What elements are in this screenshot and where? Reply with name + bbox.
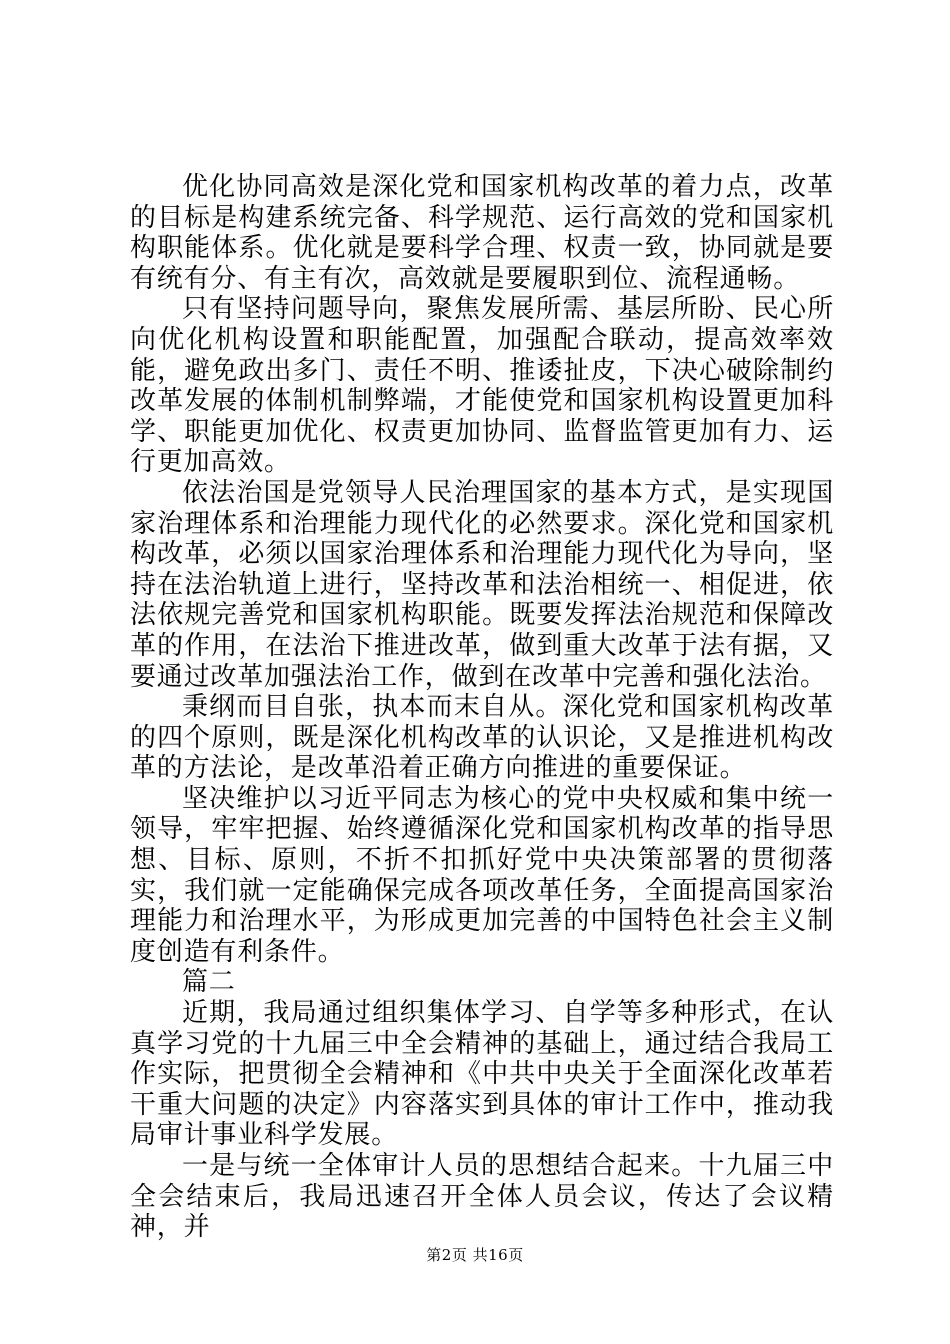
paragraph: 依法治国是党领导人民治理国家的基本方式，是实现国家治理体系和治理能力现代化的必然要求。深化党和国家机构改革，必须以国家治理体系和治理能力现代化为导向，坚持在法治轨道上进行，坚持改革和法治相统一、相促进，依法依规完善党和国家机构职能。既要发挥法治规范和保障改革的作用，在法治下推进改革，做到重大改革于法有据，又要通过改革加强法治工作，做到在改革中完善和强化法治。	[130, 477, 834, 692]
paragraph: 秉纲而目自张，执本而末自从。深化党和国家机构改革的四个原则，既是深化机构改革的认识论，又是推进机构改革的方法论，是改革沿着正确方向推进的重要保证。	[130, 692, 834, 784]
paragraph: 优化协同高效是深化党和国家机构改革的着力点，改革的目标是构建系统完备、科学规范、运行高效的党和国家机构职能体系。优化就是要科学合理、权责一致，协同就是要有统有分、有主有次，高效就是要履职到位、流程通畅。	[130, 172, 834, 294]
paragraph: 近期，我局通过组织集体学习、自学等多种形式，在认真学习党的十九届三中全会精神的基础上，通过结合我局工作实际，把贯彻全会精神和《中共中央关于全面深化改革若干重大问题的决定》内容落实到具体的审计工作中，推动我局审计事业科学发展。	[130, 998, 834, 1151]
section-heading: 篇二	[182, 967, 236, 998]
paragraph: 坚决维护以习近平同志为核心的党中央权威和集中统一领导，牢牢把握、始终遵循深化党和国家机构改革的指导思想、目标、原则，不折不扣抓好党中央决策部署的贯彻落实，我们就一定能确保完成各项改革任务，全面提高国家治理能力和治理水平，为形成更加完善的中国特色社会主义制度创造有利条件。	[130, 783, 834, 967]
paragraph: 只有坚持问题导向，聚焦发展所需、基层所盼、民心所向优化机构设置和职能配置，加强配合联动，提高效率效能，避免政出多门、责任不明、推诿扯皮，下决心破除制约改革发展的体制机制弊端，才能使党和国家机构设置更加科学、职能更加优化、权责更加协同、监督监管更加有力、运行更加高效。	[130, 294, 834, 478]
paragraph: 一是与统一全体审计人员的思想结合起来。十九届三中全会结束后，我局迅速召开全体人员会议，传达了会议精神，并	[130, 1151, 834, 1243]
document-body	[130, 172, 834, 1243]
page-footer: 第2页 共16页	[426, 1246, 524, 1264]
